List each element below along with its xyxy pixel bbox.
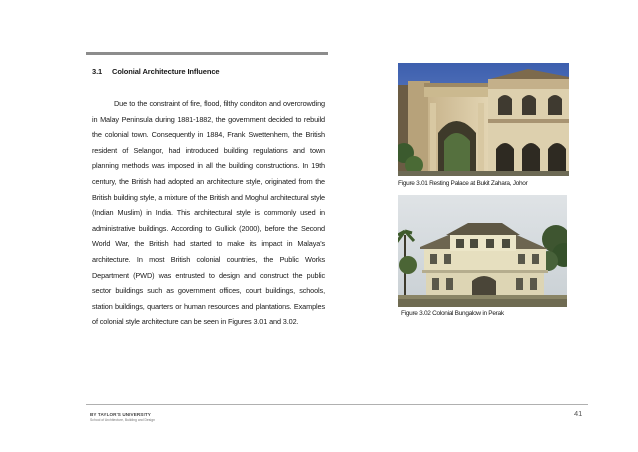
logo-line-1: BY TAYLOR'S UNIVERSITY [90, 412, 151, 417]
university-logo [90, 412, 170, 422]
figure-caption-1: Figure 3.01 Resting Palace at Bukit Zahara, Johor [398, 180, 528, 187]
section-heading [92, 67, 219, 76]
footer-divider [86, 404, 588, 405]
page-number: 41 [574, 409, 583, 418]
body-paragraph: Due to the constraint of fire, flood, filthy conditon and overcrowding in Malay Peninsula during 1881-1882, the government decided to rebuild the colonial town. Consequently in 1884, Frank Swettenhem, the British resident of Selangor, had introduced building regulations and town planning methods was imposed in all the building constructions. In 19th century, the British had adopted an architecture style, originated from the British building style, a mixture of the British and Moghul architectural style (Indian Muslim) in India. This architectural style is commonly used in administrative buildings. According to Gullick (2000), before the Second World War, the British had started to make its impact in Malaya's architecture. In most British colonial countries, the Public Works Department (PWD) was entrusted to design and construct the public sector buildings such as government offices, court buildings, schools, station buildings, quarters or human resources and plantations. Examples of colonial style architecture can be seen in Figures 3.01 and 3.02. [92, 99, 325, 327]
figure-resting-palace-photo [398, 63, 569, 176]
body-text [92, 96, 325, 330]
header-divider [86, 52, 328, 55]
figure-caption-2: Figure 3.02 Colonial Bungalow in Perak [401, 310, 504, 317]
section-number: 3.1 [92, 67, 103, 76]
figure-colonial-bungalow-photo [398, 195, 567, 307]
logo-line-2: School of Architecture, Building and Design [90, 418, 156, 422]
section-title: Colonial Architecture Influence [112, 67, 220, 76]
